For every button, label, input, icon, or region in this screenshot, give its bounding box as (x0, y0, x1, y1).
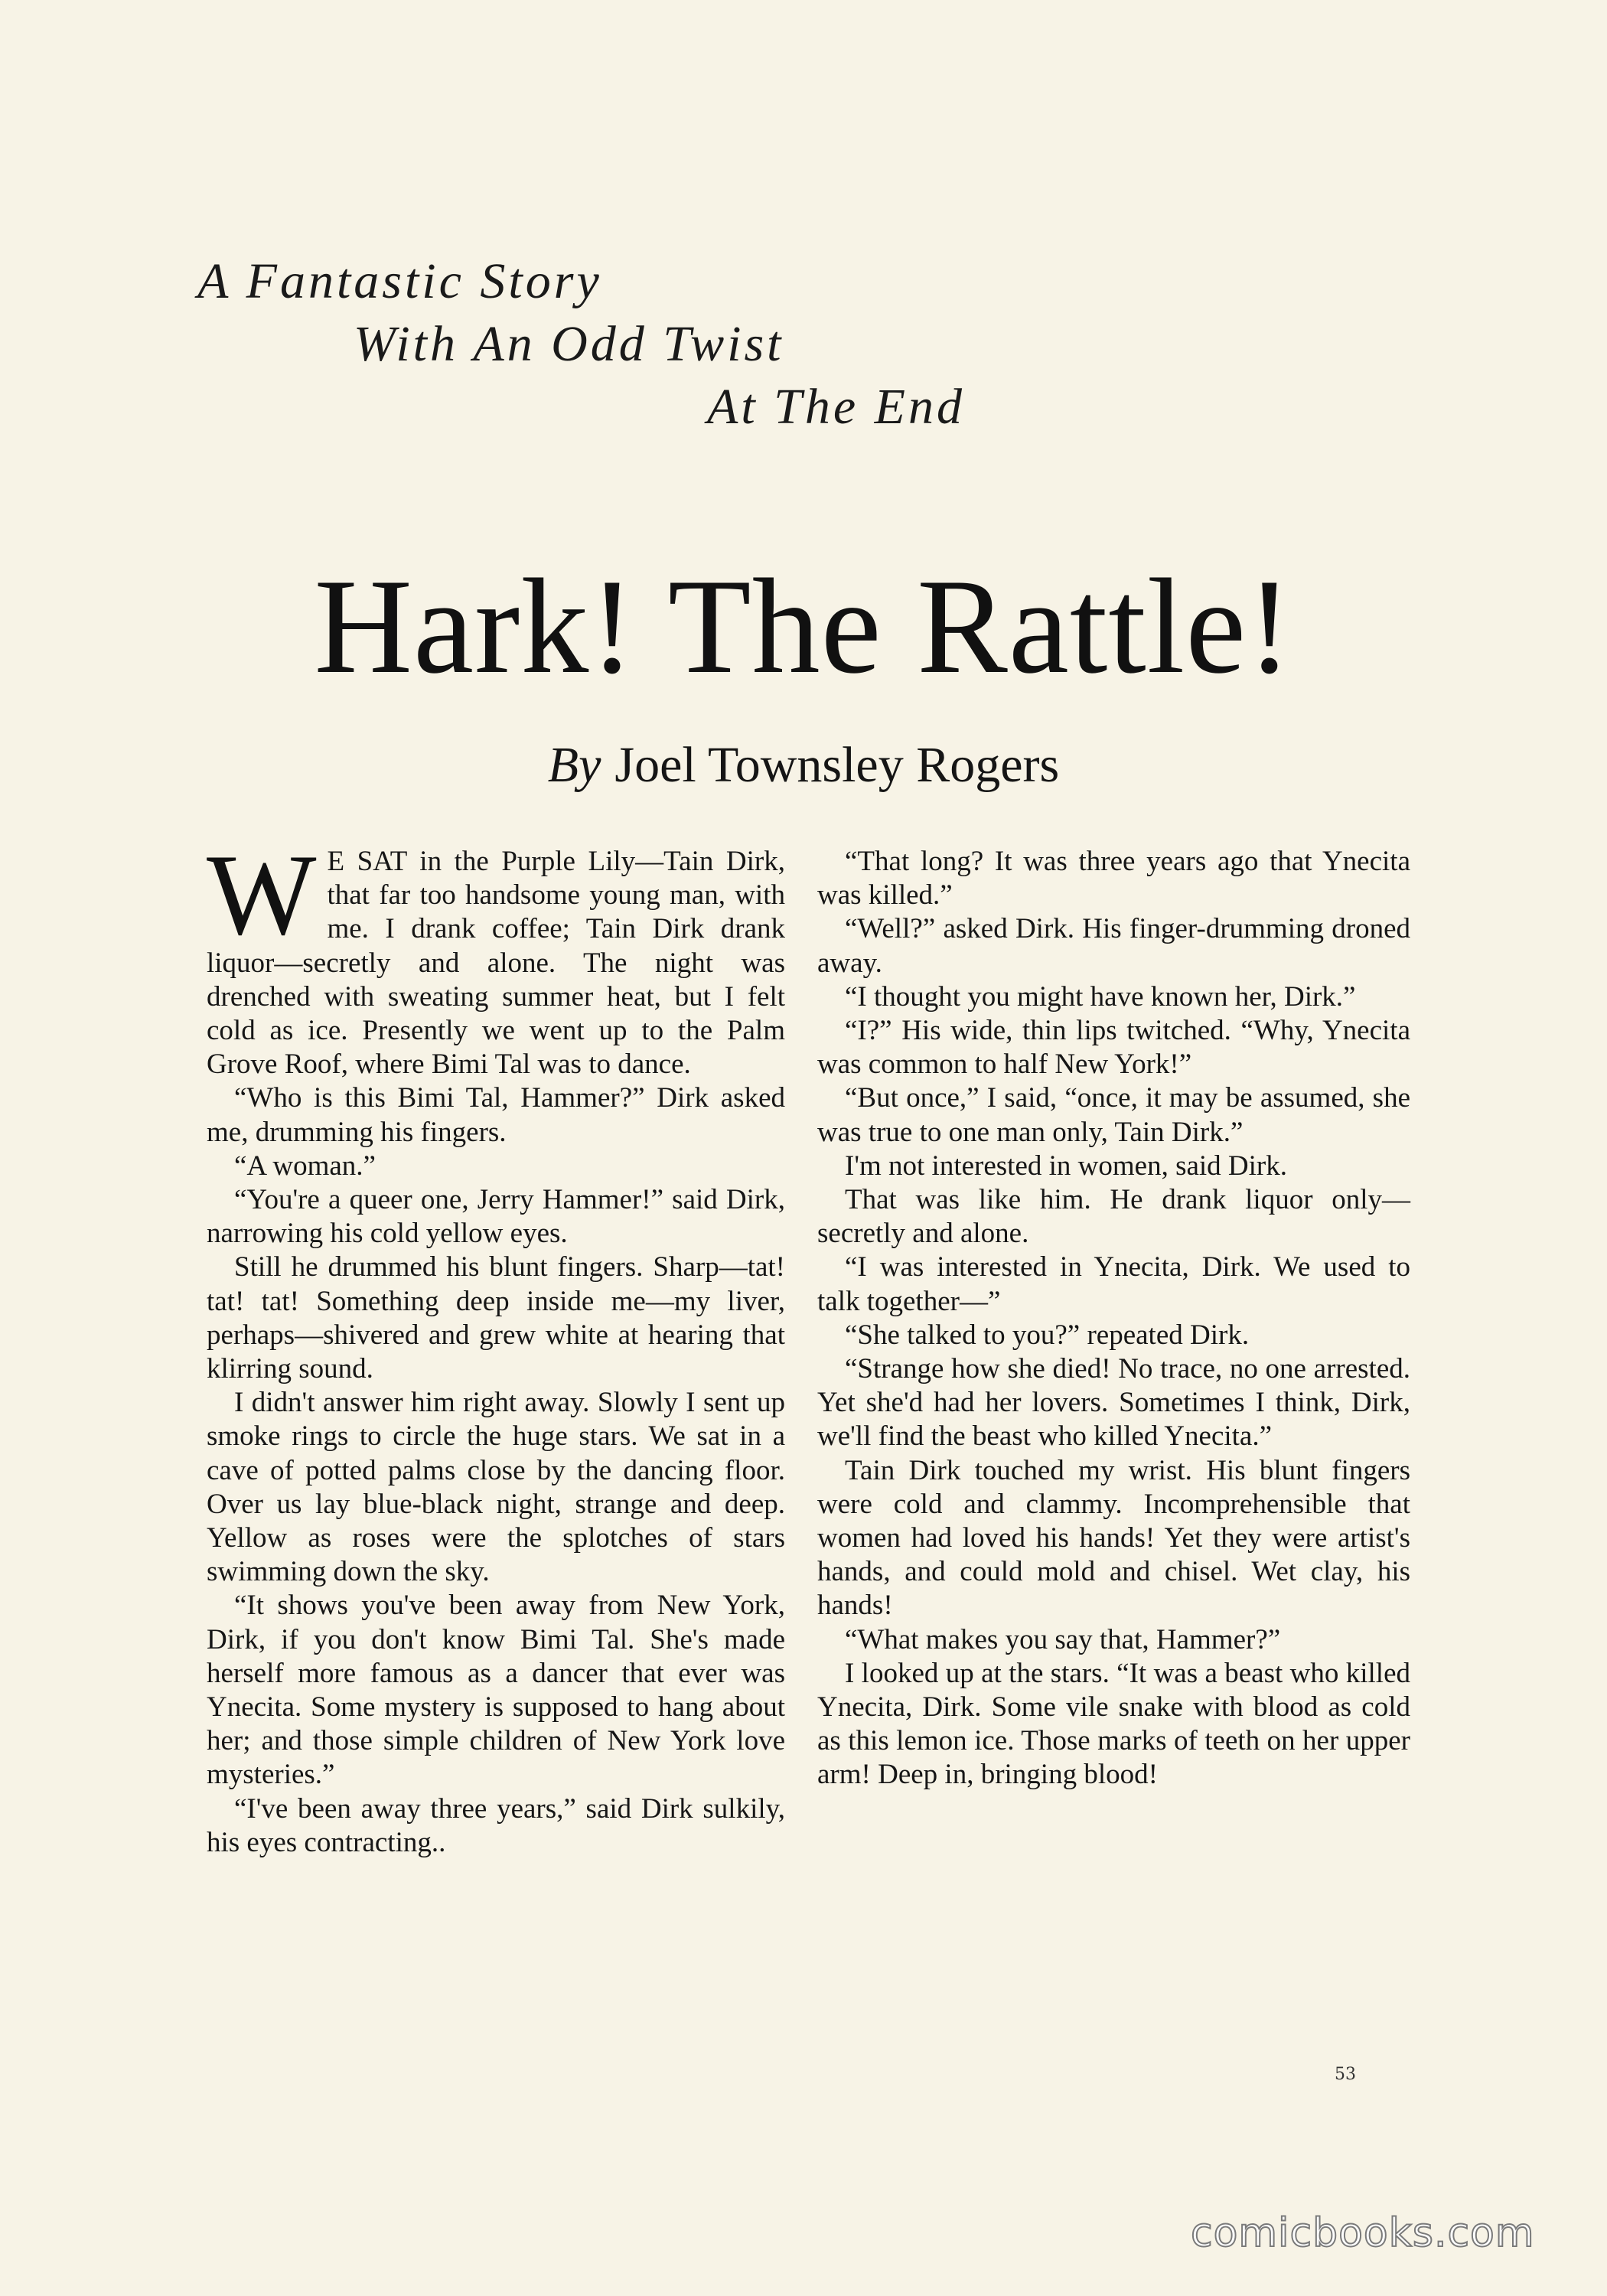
paragraph: “Well?” asked Dirk. His finger-drumming droned away. (817, 913, 1410, 979)
paragraph: “But once,” I said, “once, it may be assumed, she was true to one man only, Tain Dirk.” (817, 1082, 1410, 1148)
paragraph: I looked up at the stars. “It was a beast who killed Ynecita, Dirk. Some vile snake with blood as cold as this lemon ice. Those marks of teeth on her upper arm! Deep in, bringing blood! (817, 1657, 1410, 1791)
paragraph: “I thought you might have known her, Dirk.” (845, 980, 1356, 1013)
tagline-line-1: A Fantastic Story (197, 253, 602, 309)
byline-by: By (547, 737, 601, 793)
paragraph: I didn't answer him right away. Slowly I sent up smoke rings to circle the huge stars. We sat in a cave of potted palms close by the dancing floor. Over us lay blue-black night, strange and deep. Yellow as roses were the splotches of stars swimming down the sky. (207, 1387, 785, 1588)
paragraph: That was like him. He drank liquor only—secretly and alone. (817, 1184, 1410, 1250)
paragraph: “It shows you've been away from New York, Dirk, if you don't know Bimi Tal. She's made herself more famous as a dancer that ever was Ynecita. Some mystery is supposed to hang about her; and those simple children of New York love mysteries.” (207, 1590, 785, 1791)
paragraph: “What makes you say that, Hammer?” (845, 1623, 1281, 1655)
left-column (207, 830, 785, 1860)
right-column (817, 845, 1410, 1792)
site-watermark[interactable]: comicbooks.com (1191, 2210, 1535, 2256)
tagline-line-3: At The End (707, 379, 965, 435)
byline-author: Joel Townsley Rogers (614, 737, 1060, 793)
paragraph: “I've been away three years,” said Dirk sulkily, his eyes contracting.. (207, 1792, 785, 1858)
paragraph: “Strange how she died! No trace, no one arrested. Yet she'd had her lovers. Sometimes I think, Dirk, we'll find the beast who killed Ynecita.” (817, 1353, 1410, 1453)
paragraph: Still he drummed his blunt fingers. Sharp—tat! tat! tat! Something deep inside me—my liver, perhaps—shivered and grew white at hearing that klirring sound. (207, 1251, 785, 1385)
paragraph (207, 830, 785, 1081)
paragraph: “A woman.” (234, 1150, 376, 1182)
paragraph: “I was interested in Ynecita, Dirk. We used to talk together—” (817, 1251, 1410, 1317)
paragraph: “You're a queer one, Jerry Hammer!” said Dirk, narrowing his cold yellow eyes. (207, 1184, 785, 1250)
paragraph: “She talked to you?” repeated Dirk. (845, 1319, 1250, 1351)
byline (0, 735, 1607, 796)
paragraph: “I?” His wide, thin lips twitched. “Why, Ynecita was common to half New York!” (817, 1015, 1410, 1081)
paragraph: “That long? It was three years ago that Ynecita was killed.” (817, 846, 1410, 912)
page-number: 53 (1335, 2065, 1356, 2084)
paragraph-text: E SAT in the Purple Lily—Tain Dirk, that far too handsome young man, with me. I drank coffee; Tain Dirk drank liquor—secretly and alone. The night was drenched with sweating summer heat, but I felt cold as ice. Presently we went up to the Palm Grove Roof, where Bimi Tal was to dance. (207, 846, 785, 1081)
tagline-line-2: With An Odd Twist (354, 316, 784, 372)
drop-cap: W (207, 830, 317, 959)
paragraph: “Who is this Bimi Tal, Hammer?” Dirk asked me, drumming his fingers. (207, 1082, 785, 1148)
story-title: Hark! The Rattle! (314, 550, 1293, 702)
paragraph: I'm not interested in women, said Dirk. (845, 1150, 1287, 1182)
paragraph: Tain Dirk touched my wrist. His blunt fingers were cold and clammy. Incomprehensible that women had loved his hands! Yet they were artist's hands, and could mold and chisel. Wet clay, his hands! (817, 1454, 1410, 1622)
